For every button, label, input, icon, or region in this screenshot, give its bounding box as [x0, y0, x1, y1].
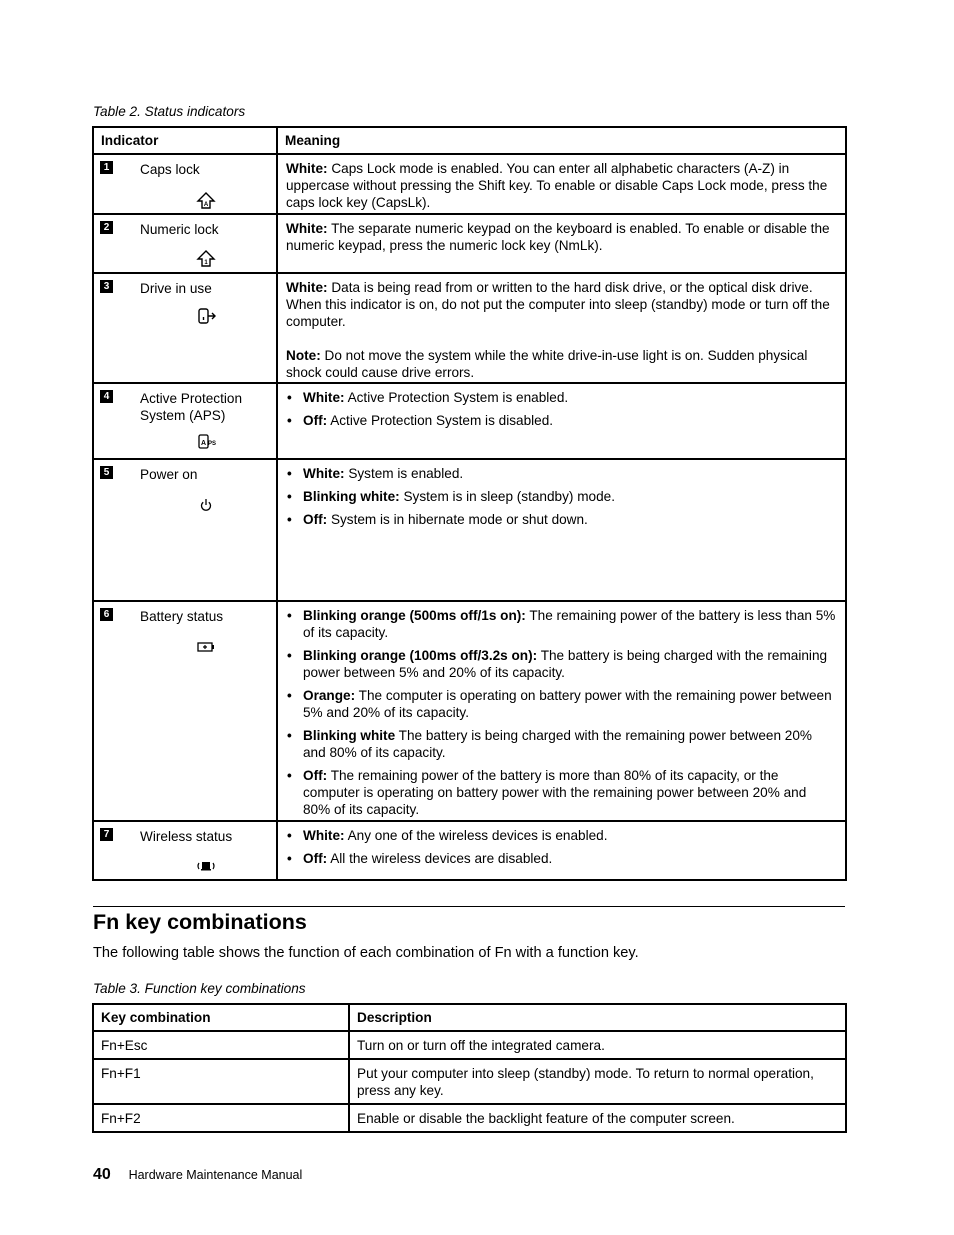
svg-text:1: 1 [204, 260, 208, 266]
item-text: All the wireless devices are disabled. [330, 851, 553, 866]
indicator-number: 6 [100, 608, 113, 621]
table3-caption: Table 3. Function key combinations [93, 981, 306, 996]
key-cell: Fn+Esc [93, 1031, 349, 1059]
meaning-text: Data is being read from or written to the hard disk drive, or the optical disk drive. When this indicator is on, do not put the computer into sleep (standby) mode or turn off the computer. [286, 280, 830, 329]
list-item [286, 767, 837, 818]
indicator-label: Drive in use [140, 281, 212, 296]
meaning-bold: White: [286, 221, 328, 236]
table-row [93, 154, 846, 214]
page-footer [93, 1166, 302, 1184]
indicator-label: Wireless status [140, 829, 233, 844]
list-item [286, 727, 837, 761]
item-bold: White: [303, 828, 345, 843]
item-bold: Blinking orange (500ms off/1s on): [303, 608, 526, 623]
item-text: The battery is being charged with the remaining power between 20% and 80% of its capacity. [303, 728, 813, 760]
indicator-label: Caps lock [140, 162, 200, 177]
description-cell: Put your computer into sleep (standby) mode. To return to normal operation, press any key. [349, 1059, 846, 1104]
key-cell: Fn+F2 [93, 1104, 349, 1132]
item-bold: Blinking white: [303, 489, 400, 504]
table2-caption: Table 2. Status indicators [93, 104, 246, 119]
power-icon [194, 496, 218, 514]
list-item [286, 465, 837, 482]
item-bold: Off: [303, 851, 328, 866]
table-row [93, 383, 846, 459]
aps-icon [194, 432, 218, 450]
item-text: System is in sleep (standby) mode. [403, 489, 615, 504]
table-row [93, 214, 846, 273]
list-item [286, 389, 837, 406]
list-item [286, 511, 837, 528]
description-cell: Turn on or turn off the integrated camera. [349, 1031, 846, 1059]
item-bold: Blinking white [303, 728, 396, 743]
item-bold: Orange: [303, 688, 356, 703]
list-item [286, 687, 837, 721]
item-bold: White: [303, 466, 345, 481]
indicator-number: 5 [100, 466, 113, 479]
meaning-list [286, 465, 837, 528]
item-text: Any one of the wireless devices is enabled. [347, 828, 608, 843]
battery-icon [194, 638, 218, 656]
wireless-icon [194, 857, 218, 875]
header-description: Description [349, 1004, 846, 1031]
table-row [93, 1031, 846, 1059]
meaning-list [286, 827, 837, 867]
meaning-text: The separate numeric keypad on the keyboard is enabled. To enable or disable the numeric keypad, press the numeric lock key (NmLk). [286, 221, 830, 253]
indicator-number: 1 [100, 161, 113, 174]
header-key-combination: Key combination [93, 1004, 349, 1031]
note-text: Do not move the system while the white drive-in-use light is on. Sudden physical shock could cause drive errors. [286, 348, 808, 380]
item-bold: White: [303, 390, 345, 405]
header-indicator: Indicator [93, 127, 277, 154]
table-row [93, 1104, 846, 1132]
list-item [286, 488, 837, 505]
list-item [286, 412, 837, 429]
item-bold: Off: [303, 413, 328, 428]
table-row [93, 601, 846, 821]
list-item [286, 827, 837, 844]
table-row [93, 273, 846, 383]
list-item [286, 850, 837, 867]
key-cell: Fn+F1 [93, 1059, 349, 1104]
item-text: The remaining power of the battery is more than 80% of its capacity, or the computer is operating on battery power with the remaining power between 20% and 80% of its capacity. [303, 768, 807, 817]
indicator-number: 4 [100, 390, 113, 403]
indicator-number: 7 [100, 828, 113, 841]
item-text: System is enabled. [348, 466, 464, 481]
item-bold: Off: [303, 512, 328, 527]
indicator-number: 2 [100, 221, 113, 234]
item-bold: Off: [303, 768, 328, 783]
item-text: System is in hibernate mode or shut down. [330, 512, 588, 527]
section-divider [93, 906, 845, 907]
item-text: The computer is operating on battery power with the remaining power between 5% and 20% of its capacity. [303, 688, 832, 720]
svg-text:A: A [200, 440, 207, 447]
indicator-label: Battery status [140, 609, 224, 624]
meaning-list [286, 389, 837, 429]
meaning-bold: White: [286, 161, 328, 176]
svg-text:A: A [203, 202, 209, 208]
indicator-label: Power on [140, 467, 198, 482]
description-cell: Enable or disable the backlight feature of the computer screen. [349, 1104, 846, 1132]
page-number: 40 [93, 1166, 111, 1183]
caps-lock-icon [194, 192, 218, 210]
table-row [93, 1059, 846, 1104]
meaning-list [286, 607, 837, 818]
list-item [286, 607, 837, 641]
indicator-number: 3 [100, 280, 113, 293]
item-text: The remaining power of the battery is less than 5% of its capacity. [303, 608, 836, 640]
list-item [286, 647, 837, 681]
indicator-label: Numeric lock [140, 222, 219, 237]
numeric-lock-icon [194, 250, 218, 268]
function-key-table [92, 1003, 847, 1133]
table-row [93, 821, 846, 880]
svg-text:PS: PS [207, 441, 217, 447]
section-title: Fn key combinations [93, 910, 307, 934]
item-text: Active Protection System is disabled. [330, 413, 554, 428]
meaning-text: Caps Lock mode is enabled. You can enter all alphabetic characters (A-Z) in uppercase without pressing the Shift key. To enable or disable Caps Lock mode, press the caps lock key (CapsLk). [286, 161, 828, 210]
footer-title: Hardware Maintenance Manual [128, 1168, 303, 1182]
table-row [93, 459, 846, 601]
item-text: Active Protection System is enabled. [347, 390, 569, 405]
status-indicators-table [92, 126, 847, 881]
drive-icon [194, 307, 218, 325]
header-meaning: Meaning [277, 127, 846, 154]
note-bold: Note: [286, 348, 321, 363]
indicator-label: Active Protection System (APS) [140, 391, 242, 423]
section-intro: The following table shows the function of each combination of Fn with a function key. [93, 945, 639, 961]
item-text: The battery is being charged with the remaining power between 5% and 20% of its capacity. [303, 648, 828, 680]
item-bold: Blinking orange (100ms off/3.2s on): [303, 648, 538, 663]
meaning-bold: White: [286, 280, 328, 295]
